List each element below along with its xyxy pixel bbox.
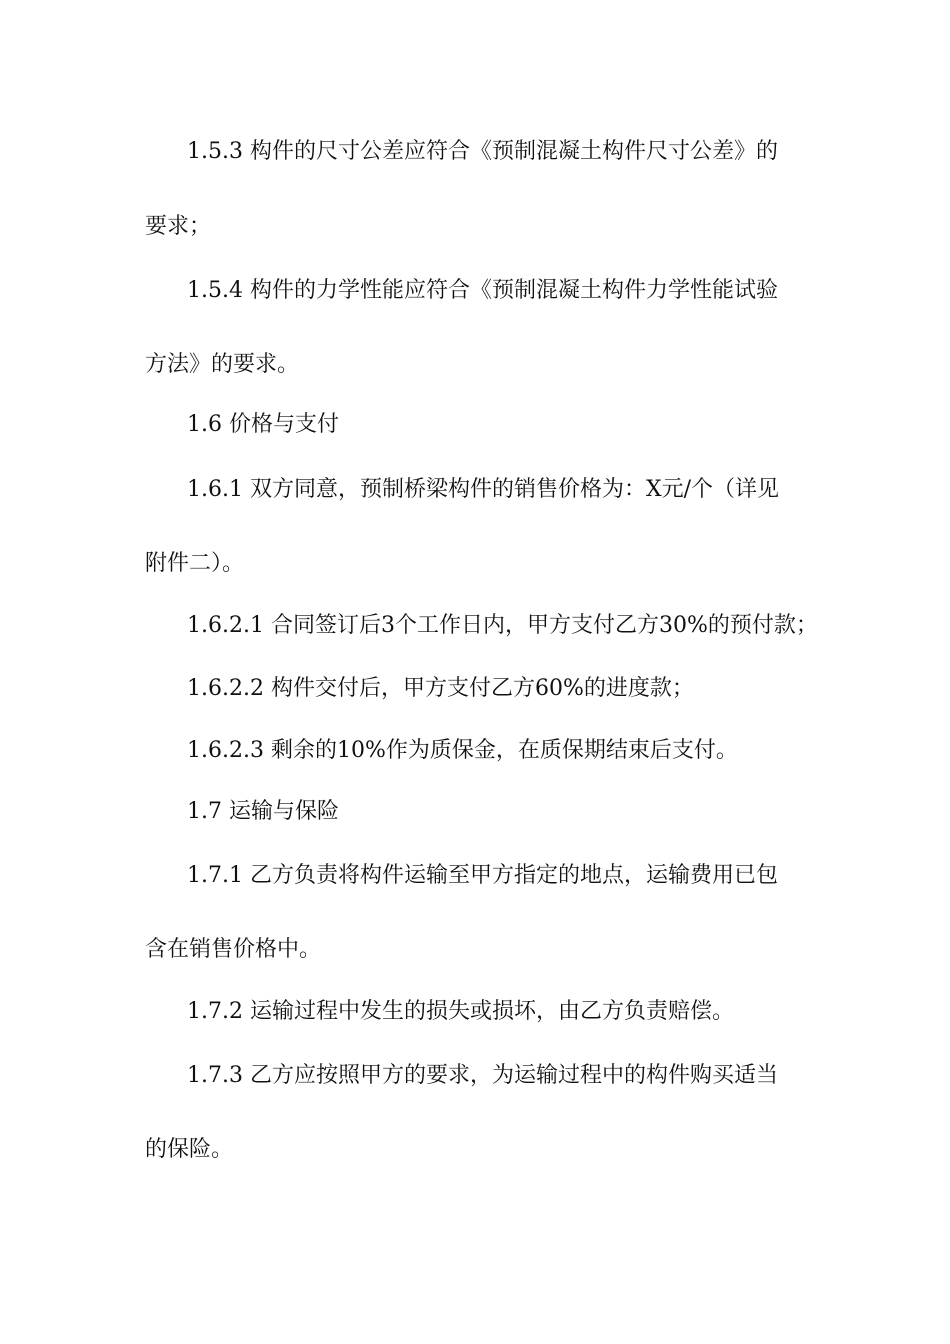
clause-1-6-1-line-2: 附件二）。 [145, 551, 245, 576]
section-1-7-heading: 1.7 运输与保险 [187, 799, 339, 824]
clause-1-7-3-line-1: 1.7.3 乙方应按照甲方的要求，为运输过程中的构件购买适当 [187, 1063, 778, 1088]
section-1-6-heading: 1.6 价格与支付 [187, 412, 339, 437]
clause-1-5-3-line-1: 1.5.3 构件的尺寸公差应符合《预制混凝土构件尺寸公差》的 [187, 139, 778, 164]
clause-1-6-2-3: 1.6.2.3 剩余的10%作为质保金，在质保期结束后支付。 [187, 738, 738, 763]
clause-1-7-1-line-2: 含在销售价格中。 [145, 937, 322, 962]
clause-1-7-2: 1.7.2 运输过程中发生的损失或损坏，由乙方负责赔偿。 [187, 999, 734, 1024]
clause-1-5-4-line-1: 1.5.4 构件的力学性能应符合《预制混凝土构件力学性能试验 [187, 278, 778, 303]
clause-1-5-4-line-2: 方法》的要求。 [145, 352, 300, 377]
clause-1-6-2-1: 1.6.2.1 合同签订后3个工作日内，甲方支付乙方30%的预付款； [187, 613, 818, 638]
clause-1-6-1-line-1: 1.6.1 双方同意，预制桥梁构件的销售价格为：X元/个（详见 [187, 477, 780, 502]
clause-1-6-2-2: 1.6.2.2 构件交付后，甲方支付乙方60%的进度款； [187, 676, 694, 701]
clause-1-7-3-line-2: 的保险。 [145, 1137, 234, 1162]
clause-1-7-1-line-1: 1.7.1 乙方负责将构件运输至甲方指定的地点，运输费用已包 [187, 863, 778, 888]
clause-1-5-3-line-2: 要求； [145, 214, 212, 239]
